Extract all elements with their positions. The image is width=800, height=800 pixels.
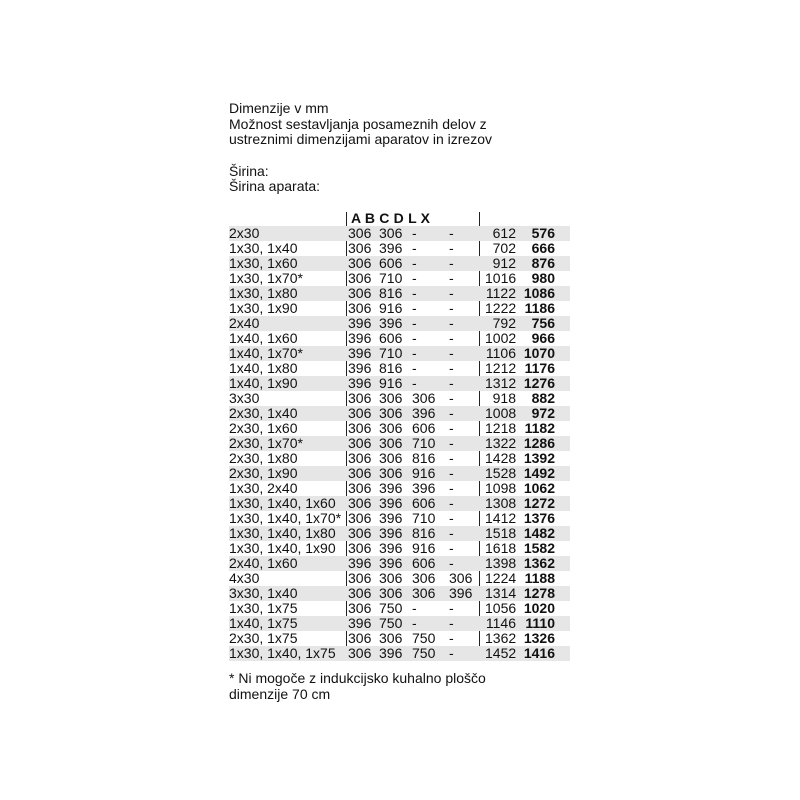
cell-a: 396	[348, 360, 372, 376]
cell-a: 306	[348, 525, 372, 541]
cell-appliance-width: 972	[531, 405, 555, 421]
cell-c: -	[412, 240, 417, 256]
cell-d: -	[449, 255, 454, 271]
cell-total-width: 1618	[485, 540, 517, 556]
cell-total-width: 1098	[485, 480, 517, 496]
cell-d: -	[449, 285, 454, 301]
cell-d: -	[449, 435, 454, 451]
cell-combination: 2x40	[229, 315, 260, 331]
cell-a: 306	[348, 435, 372, 451]
cell-a: 306	[348, 270, 372, 286]
cell-appliance-width: 882	[531, 390, 555, 406]
column-letters: A B C D L X	[351, 210, 431, 226]
table-row	[229, 616, 570, 631]
cell-total-width: 1314	[485, 585, 517, 601]
cell-d: -	[449, 405, 454, 421]
cell-appliance-width: 1376	[523, 510, 555, 526]
table-row	[229, 346, 570, 361]
cell-a: 396	[348, 615, 372, 631]
footnote-line-2: dimenzije 70 cm	[229, 686, 331, 702]
cell-b: 306	[379, 630, 403, 646]
cell-combination: 1x30, 2x40	[229, 480, 298, 496]
cell-a: 306	[348, 630, 372, 646]
cell-d: -	[449, 540, 454, 556]
cell-combination: 1x40, 1x70*	[229, 345, 303, 361]
cell-b: 606	[379, 255, 403, 271]
cell-b: 306	[379, 570, 403, 586]
cell-a: 306	[348, 540, 372, 556]
cell-d: -	[449, 615, 454, 631]
cell-appliance-width: 966	[531, 330, 555, 346]
cell-d: -	[449, 600, 454, 616]
cell-total-width: 1428	[485, 450, 517, 466]
cell-combination: 1x30, 1x90	[229, 300, 298, 316]
cell-d: -	[449, 645, 454, 661]
cell-b: 396	[379, 525, 403, 541]
table-row	[229, 631, 570, 646]
table-row	[229, 286, 570, 301]
cell-total-width: 1528	[485, 465, 517, 481]
cell-a: 306	[348, 645, 372, 661]
cell-combination: 1x30, 1x60	[229, 255, 298, 271]
cell-total-width: 1308	[485, 495, 517, 511]
cell-d: -	[449, 450, 454, 466]
cell-d: -	[449, 225, 454, 241]
cell-a: 306	[348, 285, 372, 301]
table-header	[229, 210, 570, 226]
cell-total-width: 918	[492, 390, 516, 406]
cell-d: -	[449, 525, 454, 541]
cell-c: 396	[412, 480, 436, 496]
cell-b: 396	[379, 645, 403, 661]
cell-total-width: 1518	[485, 525, 517, 541]
intro-gap	[229, 148, 492, 164]
cell-c: -	[412, 315, 417, 331]
cell-appliance-width: 1110	[525, 615, 555, 631]
cell-c: 750	[412, 645, 436, 661]
cell-total-width: 1224	[485, 570, 517, 586]
cell-appliance-width: 1272	[523, 495, 555, 511]
cell-b: 916	[379, 300, 403, 316]
intro-line-width: Širina:	[229, 162, 269, 179]
cell-combination: 2x30, 1x90	[229, 465, 298, 481]
cell-a: 306	[348, 510, 372, 526]
table-row	[229, 436, 570, 451]
cell-d: -	[449, 480, 454, 496]
cell-appliance-width: 1062	[523, 480, 555, 496]
cell-combination: 2x30, 1x70*	[229, 435, 303, 451]
cell-b: 306	[379, 435, 403, 451]
cell-combination: 1x30, 1x40, 1x75	[229, 645, 336, 661]
cell-total-width: 1212	[485, 360, 517, 376]
cell-combination: 1x30, 1x40, 1x80	[229, 525, 336, 541]
cell-b: 306	[379, 450, 403, 466]
cell-combination: 1x30, 1x70*	[229, 270, 303, 286]
cell-c: -	[412, 360, 417, 376]
cell-combination: 3x30	[229, 390, 260, 406]
cell-c: 606	[412, 495, 436, 511]
cell-a: 306	[348, 495, 372, 511]
intro-line-appliance-width: Širina aparata:	[229, 178, 321, 194]
cell-c: -	[412, 600, 417, 616]
table-row	[229, 556, 570, 571]
table-row	[229, 376, 570, 391]
table-row	[229, 571, 570, 586]
cell-a: 306	[348, 240, 372, 256]
intro-line-cutouts: ustreznimi dimenzijami aparatov in izrezov	[229, 131, 492, 147]
cell-combination: 1x40, 1x75	[229, 615, 298, 631]
cell-c: 306	[412, 570, 436, 586]
cell-a: 306	[348, 420, 372, 436]
footnote	[229, 670, 486, 702]
cell-combination: 2x30	[229, 225, 260, 241]
table-row	[229, 361, 570, 376]
cell-combination: 1x40, 1x80	[229, 360, 298, 376]
cell-combination: 3x30, 1x40	[229, 585, 298, 601]
cell-d: -	[449, 420, 454, 436]
cell-d: -	[449, 315, 454, 331]
table-row	[229, 271, 570, 286]
table-row	[229, 256, 570, 271]
cell-c: 396	[412, 405, 436, 421]
cell-total-width: 1122	[485, 285, 516, 301]
cell-a: 396	[348, 555, 372, 571]
cell-d: -	[449, 555, 454, 571]
cell-d: -	[449, 360, 454, 376]
cell-c: 710	[412, 510, 436, 526]
cell-a: 306	[348, 600, 372, 616]
table-row	[229, 421, 570, 436]
table-row	[229, 226, 570, 241]
cell-a: 396	[348, 330, 372, 346]
cell-combination: 2x30, 1x60	[229, 420, 298, 436]
table-row	[229, 511, 570, 526]
table-row	[229, 391, 570, 406]
cell-total-width: 612	[492, 225, 516, 241]
cell-total-width: 912	[492, 255, 516, 271]
cell-b: 396	[379, 240, 403, 256]
cell-b: 306	[379, 390, 403, 406]
cell-a: 396	[348, 375, 372, 391]
cell-b: 396	[379, 480, 403, 496]
table-row	[229, 601, 570, 616]
cell-b: 306	[379, 405, 403, 421]
cell-c: 816	[412, 450, 436, 466]
cell-a: 306	[348, 255, 372, 271]
cell-combination: 1x30, 1x75	[229, 600, 298, 616]
cell-c: -	[412, 345, 417, 361]
cell-total-width: 792	[492, 315, 516, 331]
cell-d: -	[449, 495, 454, 511]
cell-a: 306	[348, 570, 372, 586]
table-body	[229, 226, 570, 661]
cell-appliance-width: 1086	[523, 285, 555, 301]
cell-c: 916	[412, 465, 436, 481]
table-row	[229, 526, 570, 541]
footnote-line-1: * Ni mogoče z indukcijsko kuhalno ploščo	[229, 670, 486, 686]
cell-b: 606	[379, 330, 403, 346]
cell-a: 306	[348, 480, 372, 496]
table-row	[229, 316, 570, 331]
cell-d: -	[449, 300, 454, 316]
table-row	[229, 301, 570, 316]
table-row	[229, 406, 570, 421]
cell-b: 816	[379, 360, 403, 376]
cell-combination: 2x30, 1x80	[229, 450, 298, 466]
cell-appliance-width: 1362	[523, 555, 555, 571]
cell-appliance-width: 1276	[523, 375, 555, 391]
cell-combination: 2x40, 1x60	[229, 555, 298, 571]
cell-d: -	[449, 375, 454, 391]
cell-total-width: 1106	[485, 345, 516, 361]
cell-total-width: 702	[492, 240, 516, 256]
cell-d: -	[449, 390, 454, 406]
cell-b: 750	[379, 615, 403, 631]
cell-total-width: 1056	[485, 600, 517, 616]
cell-appliance-width: 980	[531, 270, 555, 286]
cell-combination: 1x40, 1x90	[229, 375, 298, 391]
cell-appliance-width: 1020	[523, 600, 555, 616]
cell-appliance-width: 1582	[523, 540, 555, 556]
cell-combination: 1x30, 1x40	[229, 240, 298, 256]
cell-a: 306	[348, 465, 372, 481]
cell-c: -	[412, 270, 417, 286]
cell-combination: 1x30, 1x40, 1x70*	[229, 510, 342, 526]
cell-a: 396	[348, 315, 372, 331]
cell-b: 916	[379, 375, 403, 391]
cell-c: -	[412, 375, 417, 391]
cell-c: 606	[412, 555, 436, 571]
cell-appliance-width: 1186	[524, 300, 555, 316]
cell-appliance-width: 1188	[524, 570, 555, 586]
cell-combination: 1x40, 1x60	[229, 330, 298, 346]
cell-a: 306	[348, 450, 372, 466]
cell-appliance-width: 1326	[523, 630, 555, 646]
cell-b: 396	[379, 315, 403, 331]
cell-appliance-width: 756	[531, 315, 555, 331]
cell-c: 606	[412, 420, 436, 436]
cell-a: 306	[348, 300, 372, 316]
cell-d: 396	[449, 585, 473, 601]
intro-line-assembly: Možnost sestavljanja posameznih delov z	[229, 115, 487, 132]
cell-combination: 1x30, 1x40, 1x60	[229, 495, 336, 511]
cell-c: -	[412, 285, 417, 301]
cell-b: 306	[379, 225, 403, 241]
cell-a: 306	[348, 585, 372, 601]
cell-total-width: 1016	[485, 270, 517, 286]
cell-d: -	[449, 330, 454, 346]
cell-total-width: 1322	[485, 435, 517, 451]
cell-b: 750	[379, 600, 403, 616]
cell-c: -	[412, 300, 417, 316]
cell-d: -	[449, 240, 454, 256]
cell-c: -	[412, 330, 417, 346]
cell-c: 306	[412, 585, 436, 601]
cell-total-width: 1362	[485, 630, 517, 646]
cell-c: -	[412, 225, 417, 241]
table-row	[229, 241, 570, 256]
table-row	[229, 451, 570, 466]
cell-total-width: 1222	[485, 300, 517, 316]
table-row	[229, 646, 570, 661]
cell-b: 396	[379, 510, 403, 526]
table-row	[229, 331, 570, 346]
table-row	[229, 586, 570, 601]
cell-total-width: 1398	[485, 555, 517, 571]
cell-c: -	[412, 615, 417, 631]
cell-b: 396	[379, 495, 403, 511]
cell-appliance-width: 1286	[523, 435, 555, 451]
cell-appliance-width: 1416	[523, 645, 555, 661]
cell-b: 306	[379, 465, 403, 481]
cell-b: 816	[379, 285, 403, 301]
cell-appliance-width: 1482	[523, 525, 555, 541]
cell-c: -	[412, 255, 417, 271]
cell-d: -	[449, 270, 454, 286]
cell-appliance-width: 876	[531, 255, 555, 271]
table-row	[229, 481, 570, 496]
cell-appliance-width: 666	[531, 240, 555, 256]
intro-line-dimensions: Dimenzije v mm	[229, 100, 329, 116]
cell-d: -	[449, 465, 454, 481]
cell-a: 306	[348, 390, 372, 406]
cell-appliance-width: 576	[531, 225, 555, 241]
cell-appliance-width: 1070	[523, 345, 555, 361]
cell-total-width: 1008	[485, 405, 517, 421]
cell-combination: 2x30, 1x40	[229, 405, 298, 421]
cell-c: 816	[412, 525, 436, 541]
table-row	[229, 541, 570, 556]
cell-d: -	[449, 630, 454, 646]
cell-c: 710	[412, 435, 436, 451]
cell-total-width: 1002	[485, 330, 517, 346]
cell-a: 306	[348, 225, 372, 241]
cell-d: -	[449, 510, 454, 526]
cell-b: 710	[379, 270, 403, 286]
cell-d: 306	[449, 570, 473, 586]
cell-d: -	[449, 345, 454, 361]
cell-b: 306	[379, 420, 403, 436]
cell-appliance-width: 1176	[524, 360, 555, 376]
cell-a: 306	[348, 405, 372, 421]
cell-appliance-width: 1392	[523, 450, 555, 466]
cell-combination: 4x30	[229, 570, 260, 586]
cell-appliance-width: 1492	[523, 465, 555, 481]
cell-total-width: 1412	[485, 510, 517, 526]
cell-appliance-width: 1182	[524, 420, 555, 436]
dimensions-table	[229, 210, 570, 661]
cell-appliance-width: 1278	[523, 585, 555, 601]
cell-combination: 2x30, 1x75	[229, 630, 298, 646]
intro-text	[229, 101, 492, 195]
cell-c: 916	[412, 540, 436, 556]
cell-a: 396	[348, 345, 372, 361]
cell-combination: 1x30, 1x80	[229, 285, 298, 301]
cell-b: 396	[379, 555, 403, 571]
cell-total-width: 1218	[485, 420, 517, 436]
table-row	[229, 496, 570, 511]
cell-b: 710	[379, 345, 403, 361]
cell-total-width: 1452	[485, 645, 517, 661]
cell-total-width: 1312	[485, 375, 517, 391]
cell-b: 396	[379, 540, 403, 556]
cell-c: 750	[412, 630, 436, 646]
cell-combination: 1x30, 1x40, 1x90	[229, 540, 336, 556]
table-row	[229, 466, 570, 481]
cell-c: 306	[412, 390, 436, 406]
cell-total-width: 1146	[485, 615, 516, 631]
cell-b: 306	[379, 585, 403, 601]
